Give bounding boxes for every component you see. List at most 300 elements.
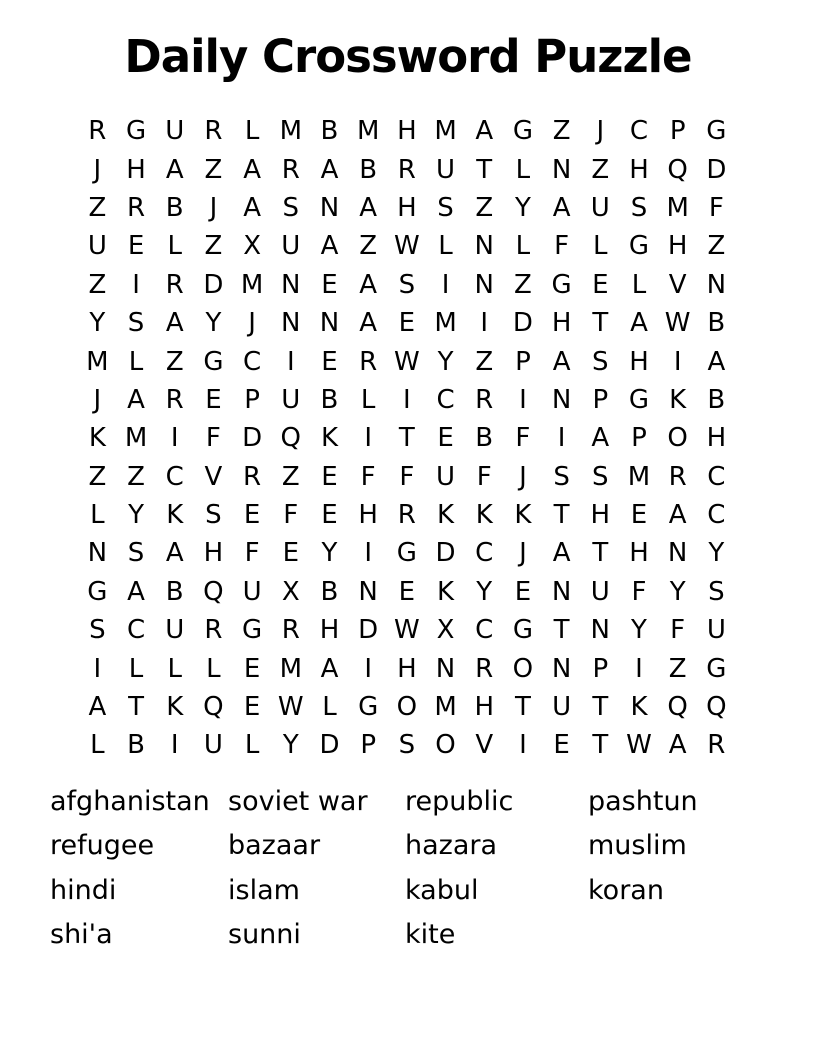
grid-letter-r12-c6: E bbox=[282, 538, 299, 569]
grid-letter-r4-c1: U bbox=[87, 231, 107, 262]
grid-letter-r3-c12: Y bbox=[514, 192, 531, 223]
grid-letter-r16-c2: T bbox=[128, 692, 144, 723]
grid-letter-r5-c6: N bbox=[281, 269, 301, 300]
grid-letter-r8-c10: C bbox=[436, 384, 455, 415]
grid-letter-r7-c9: W bbox=[393, 346, 420, 377]
grid-letter-r14-c6: R bbox=[281, 615, 300, 646]
grid-letter-r15-c12: O bbox=[512, 653, 534, 684]
grid-letter-r16-c1: A bbox=[88, 692, 107, 723]
grid-letter-r12-c2: S bbox=[127, 538, 145, 569]
grid-letter-r13-c10: K bbox=[437, 576, 455, 607]
grid-letter-r3-c10: S bbox=[437, 192, 454, 223]
grid-letter-r4-c10: L bbox=[438, 231, 453, 262]
grid-letter-r6-c12: D bbox=[512, 308, 533, 339]
grid-letter-r14-c7: H bbox=[319, 615, 340, 646]
grid-letter-r3-c5: A bbox=[243, 192, 261, 223]
grid-letter-r7-c17: A bbox=[707, 346, 726, 377]
word-list-item-islam: islam bbox=[228, 874, 300, 906]
grid-letter-r7-c11: Z bbox=[475, 346, 494, 377]
grid-letter-r12-c10: D bbox=[435, 538, 456, 569]
grid-letter-r1-c14: J bbox=[596, 116, 605, 147]
grid-letter-r17-c14: T bbox=[592, 730, 609, 761]
grid-letter-r10-c15: M bbox=[627, 461, 651, 492]
grid-letter-r11-c5: E bbox=[243, 500, 261, 531]
grid-letter-r14-c4: R bbox=[204, 615, 223, 646]
grid-letter-r6-c8: A bbox=[359, 308, 378, 339]
grid-letter-r14-c1: S bbox=[89, 615, 106, 646]
grid-letter-r17-c4: U bbox=[203, 730, 223, 761]
grid-letter-r17-c2: B bbox=[127, 730, 145, 761]
word-list-item-hazara: hazara bbox=[405, 830, 498, 862]
grid-letter-r12-c15: H bbox=[629, 538, 649, 569]
grid-letter-r9-c9: T bbox=[398, 423, 415, 454]
grid-letter-r9-c3: I bbox=[170, 423, 179, 454]
grid-letter-r4-c7: A bbox=[320, 231, 339, 262]
grid-letter-r4-c13: F bbox=[554, 231, 570, 262]
grid-letter-r4-c17: Z bbox=[707, 231, 726, 262]
grid-letter-r13-c8: N bbox=[358, 576, 378, 607]
grid-letter-r2-c3: A bbox=[165, 154, 184, 185]
grid-letter-r11-c13: T bbox=[553, 500, 570, 531]
grid-letter-r6-c15: A bbox=[630, 308, 648, 339]
grid-letter-r13-c7: B bbox=[320, 576, 339, 607]
grid-letter-r13-c16: Y bbox=[669, 576, 686, 607]
grid-letter-r9-c8: I bbox=[364, 423, 372, 454]
grid-letter-r9-c5: D bbox=[242, 423, 263, 454]
grid-letter-r1-c13: Z bbox=[552, 116, 571, 147]
grid-letter-r7-c4: G bbox=[203, 346, 224, 377]
grid-letter-r13-c12: E bbox=[514, 576, 532, 607]
word-list-item-bazaar: bazaar bbox=[228, 830, 321, 862]
grid-letter-r5-c12: Z bbox=[514, 269, 532, 300]
grid-letter-r5-c10: I bbox=[441, 269, 450, 300]
grid-letter-r12-c12: J bbox=[519, 538, 527, 569]
grid-letter-r16-c5: E bbox=[243, 692, 261, 723]
grid-letter-r9-c15: P bbox=[631, 423, 647, 454]
grid-letter-r9-c10: E bbox=[437, 423, 454, 454]
grid-letter-r15-c11: R bbox=[475, 653, 494, 684]
grid-letter-r3-c15: S bbox=[630, 192, 648, 223]
grid-letter-r9-c14: A bbox=[591, 423, 610, 454]
grid-letter-r10-c16: R bbox=[668, 461, 687, 492]
grid-letter-r4-c12: L bbox=[515, 231, 531, 262]
grid-letter-r17-c15: W bbox=[626, 730, 652, 761]
grid-letter-r2-c1: J bbox=[93, 154, 102, 185]
grid-letter-r5-c7: E bbox=[321, 269, 338, 300]
grid-letter-r5-c1: Z bbox=[88, 269, 107, 300]
grid-letter-r9-c2: M bbox=[124, 423, 148, 454]
grid-letter-r1-c6: M bbox=[279, 116, 302, 147]
grid-letter-r12-c3: A bbox=[165, 538, 184, 569]
grid-letter-r12-c9: G bbox=[396, 538, 417, 569]
grid-letter-r11-c16: A bbox=[668, 500, 687, 531]
grid-letter-r11-c17: C bbox=[707, 500, 726, 531]
grid-letter-r16-c9: O bbox=[396, 692, 418, 723]
grid-letter-r9-c6: Q bbox=[280, 423, 302, 454]
grid-letter-r16-c15: K bbox=[630, 692, 648, 723]
grid-letter-r14-c9: W bbox=[393, 615, 420, 646]
grid-letter-r6-c4: Y bbox=[205, 308, 222, 339]
grid-letter-r7-c2: L bbox=[128, 346, 144, 377]
grid-letter-r8-c2: A bbox=[127, 384, 145, 415]
grid-letter-r14-c8: D bbox=[358, 615, 379, 646]
grid-letter-r5-c15: L bbox=[631, 269, 647, 300]
grid-letter-r10-c10: U bbox=[436, 461, 456, 492]
grid-letter-r12-c17: Y bbox=[708, 538, 725, 569]
grid-letter-r2-c8: B bbox=[359, 154, 378, 185]
grid-letter-r16-c6: W bbox=[277, 692, 304, 723]
grid-letter-r11-c8: H bbox=[358, 500, 378, 531]
grid-letter-r4-c11: N bbox=[474, 231, 494, 262]
grid-letter-r6-c11: I bbox=[480, 308, 489, 339]
grid-letter-r9-c17: H bbox=[706, 423, 727, 454]
grid-letter-r16-c4: Q bbox=[203, 692, 224, 723]
grid-letter-r4-c15: G bbox=[628, 231, 650, 262]
grid-letter-r11-c11: K bbox=[475, 500, 493, 531]
grid-letter-r15-c2: L bbox=[128, 653, 144, 684]
grid-letter-r14-c12: G bbox=[512, 615, 533, 646]
grid-letter-r14-c11: C bbox=[475, 615, 494, 646]
grid-letter-r13-c1: G bbox=[87, 576, 108, 607]
grid-letter-r3-c14: U bbox=[590, 192, 610, 223]
grid-letter-r5-c2: I bbox=[132, 269, 140, 300]
grid-letter-r9-c7: K bbox=[320, 423, 338, 454]
grid-letter-r12-c16: N bbox=[667, 538, 688, 569]
grid-letter-r15-c14: P bbox=[592, 653, 609, 684]
grid-letter-r11-c12: K bbox=[514, 500, 532, 531]
grid-letter-r6-c16: W bbox=[664, 308, 691, 339]
grid-letter-r4-c3: L bbox=[167, 231, 182, 262]
grid-letter-r17-c10: O bbox=[435, 730, 456, 761]
grid-letter-r2-c13: N bbox=[551, 154, 572, 185]
grid-letter-r2-c11: T bbox=[476, 154, 493, 185]
word-list-item-kabul: kabul bbox=[405, 874, 479, 906]
grid-letter-r9-c13: I bbox=[557, 423, 566, 454]
grid-letter-r17-c6: Y bbox=[282, 730, 299, 761]
puzzle-title: Daily Crossword Puzzle bbox=[124, 30, 692, 83]
grid-letter-r4-c6: U bbox=[281, 231, 301, 262]
grid-letter-r8-c6: U bbox=[281, 384, 301, 415]
grid-letter-r10-c3: C bbox=[165, 461, 184, 492]
grid-letter-r16-c8: G bbox=[358, 692, 379, 723]
grid-letter-r10-c17: C bbox=[707, 461, 726, 492]
grid-letter-r2-c6: R bbox=[281, 154, 300, 185]
grid-letter-r7-c15: H bbox=[629, 346, 649, 377]
grid-letter-r1-c3: U bbox=[165, 116, 185, 147]
grid-letter-r8-c12: I bbox=[519, 384, 527, 415]
grid-letter-r1-c2: G bbox=[125, 116, 147, 147]
grid-letter-r11-c9: R bbox=[397, 500, 416, 531]
grid-letter-r2-c5: A bbox=[243, 154, 261, 185]
grid-letter-r2-c4: Z bbox=[204, 154, 223, 185]
grid-letter-r14-c2: C bbox=[126, 615, 146, 646]
grid-letter-r17-c12: I bbox=[519, 730, 527, 761]
grid-letter-r1-c7: B bbox=[320, 116, 339, 147]
grid-letter-r8-c9: I bbox=[403, 384, 411, 415]
grid-letter-r6-c14: T bbox=[592, 308, 609, 339]
grid-letter-r16-c12: T bbox=[514, 692, 531, 723]
grid-letter-r1-c15: C bbox=[629, 116, 649, 147]
grid-letter-r2-c10: U bbox=[436, 154, 456, 185]
grid-letter-r10-c2: Z bbox=[127, 461, 145, 492]
grid-letter-r11-c1: L bbox=[90, 500, 105, 531]
grid-letter-r1-c10: M bbox=[434, 116, 457, 147]
grid-letter-r13-c14: U bbox=[590, 576, 610, 607]
grid-letter-r14-c16: F bbox=[670, 615, 686, 646]
grid-letter-r11-c2: Y bbox=[128, 500, 144, 531]
grid-letter-r8-c17: B bbox=[707, 384, 726, 415]
grid-letter-r3-c16: M bbox=[666, 192, 689, 223]
grid-letter-r3-c8: A bbox=[359, 192, 378, 223]
grid-letter-r17-c1: L bbox=[90, 730, 105, 761]
grid-letter-r2-c16: Q bbox=[667, 154, 688, 185]
grid-letter-r3-c3: B bbox=[165, 192, 184, 223]
grid-letter-r1-c12: G bbox=[512, 116, 533, 147]
grid-letter-r11-c14: H bbox=[590, 500, 611, 531]
grid-letter-r14-c3: U bbox=[165, 615, 185, 646]
grid-letter-r11-c6: F bbox=[283, 500, 299, 531]
grid-letter-r7-c7: E bbox=[321, 346, 338, 377]
grid-letter-r17-c7: D bbox=[319, 730, 340, 761]
grid-letter-r15-c17: G bbox=[706, 653, 727, 684]
grid-letter-r7-c12: P bbox=[515, 346, 531, 377]
grid-letter-r6-c1: Y bbox=[89, 308, 106, 339]
grid-letter-r2-c14: Z bbox=[591, 154, 610, 185]
grid-letter-r12-c13: A bbox=[552, 538, 571, 569]
grid-letter-r9-c4: F bbox=[205, 423, 221, 454]
grid-letter-r1-c1: R bbox=[88, 116, 107, 147]
grid-letter-r7-c3: Z bbox=[165, 346, 184, 377]
grid-letter-r9-c1: K bbox=[88, 423, 106, 454]
grid-letter-r11-c15: E bbox=[630, 500, 648, 531]
grid-letter-r5-c14: E bbox=[592, 269, 609, 300]
grid-letter-r8-c11: R bbox=[475, 384, 494, 415]
word-list-item-shia: shi'a bbox=[50, 918, 113, 950]
grid-letter-r13-c4: Q bbox=[203, 576, 224, 607]
grid-letter-r5-c4: D bbox=[203, 269, 224, 300]
word-list-item-afghanistan: afghanistan bbox=[50, 786, 210, 817]
grid-letter-r10-c12: J bbox=[519, 461, 527, 492]
grid-letter-r8-c14: P bbox=[592, 384, 609, 415]
grid-letter-r7-c8: R bbox=[359, 346, 378, 377]
grid-letter-r13-c9: E bbox=[398, 576, 416, 607]
grid-letter-r2-c15: H bbox=[629, 154, 649, 185]
grid-letter-r15-c3: L bbox=[167, 653, 182, 684]
grid-letter-r3-c13: A bbox=[552, 192, 571, 223]
grid-letter-r7-c5: C bbox=[243, 346, 262, 377]
grid-letter-r5-c9: S bbox=[398, 269, 416, 300]
grid-letter-r5-c5: M bbox=[240, 269, 264, 300]
grid-letter-r5-c13: G bbox=[551, 269, 572, 300]
grid-letter-r16-c13: U bbox=[552, 692, 572, 723]
grid-letter-r5-c11: N bbox=[474, 269, 494, 300]
grid-letter-r11-c4: S bbox=[205, 500, 222, 531]
word-list-item-kite: kite bbox=[405, 918, 456, 950]
grid-letter-r6-c5: J bbox=[248, 308, 256, 339]
grid-letter-r16-c14: T bbox=[592, 692, 609, 723]
word-list-item-hindi: hindi bbox=[50, 874, 117, 906]
grid-letter-r8-c4: E bbox=[205, 384, 222, 415]
word-list-item-koran: koran bbox=[588, 874, 664, 906]
grid-letter-r13-c2: A bbox=[127, 576, 145, 607]
grid-letter-r16-c17: Q bbox=[706, 692, 727, 723]
grid-letter-r4-c9: W bbox=[393, 231, 420, 262]
grid-letter-r13-c17: S bbox=[708, 576, 725, 607]
grid-letter-r7-c14: S bbox=[592, 346, 609, 377]
grid-letter-r10-c6: Z bbox=[281, 461, 300, 492]
grid-letter-r4-c14: L bbox=[593, 231, 608, 262]
grid-letter-r4-c2: E bbox=[127, 231, 145, 262]
grid-letter-r17-c17: R bbox=[707, 730, 726, 761]
grid-letter-r14-c17: U bbox=[706, 615, 726, 646]
grid-letter-r5-c17: N bbox=[706, 269, 727, 300]
grid-letter-r7-c10: Y bbox=[437, 346, 454, 377]
grid-letter-r4-c5: X bbox=[243, 231, 261, 262]
word-list-item-refugee: refugee bbox=[50, 830, 155, 862]
grid-letter-r13-c3: B bbox=[165, 576, 184, 607]
grid-letter-r16-c3: K bbox=[166, 692, 184, 723]
grid-letter-r15-c10: N bbox=[435, 653, 456, 684]
grid-letter-r17-c5: L bbox=[244, 730, 260, 761]
grid-letter-r5-c3: R bbox=[165, 269, 184, 300]
grid-letter-r2-c12: L bbox=[515, 154, 531, 185]
grid-letter-r1-c9: H bbox=[397, 116, 417, 147]
grid-letter-r1-c11: A bbox=[475, 116, 494, 147]
word-list-item-sovietwar: soviet war bbox=[228, 786, 368, 817]
grid-letter-r6-c6: N bbox=[281, 308, 301, 339]
grid-letter-r13-c6: X bbox=[281, 576, 300, 607]
grid-letter-r14-c13: T bbox=[553, 615, 570, 646]
grid-letter-r12-c4: H bbox=[203, 538, 224, 569]
grid-letter-r6-c2: S bbox=[127, 308, 145, 339]
grid-letter-r3-c9: H bbox=[397, 192, 417, 223]
grid-letter-r10-c8: F bbox=[360, 461, 376, 492]
grid-letter-r3-c2: R bbox=[126, 192, 146, 223]
grid-letter-r11-c3: K bbox=[166, 500, 184, 531]
grid-letter-r13-c15: F bbox=[631, 576, 647, 607]
grid-letter-r9-c16: O bbox=[667, 423, 688, 454]
grid-letter-r3-c6: S bbox=[282, 192, 300, 223]
grid-letter-r2-c2: H bbox=[126, 154, 146, 185]
grid-letter-r15-c1: I bbox=[93, 653, 102, 684]
grid-letter-r6-c10: M bbox=[434, 308, 457, 339]
grid-letter-r13-c11: Y bbox=[476, 576, 493, 607]
grid-letter-r11-c10: K bbox=[437, 500, 455, 531]
grid-letter-r10-c7: E bbox=[321, 461, 338, 492]
grid-letter-r12-c8: I bbox=[364, 538, 372, 569]
grid-letter-r15-c4: L bbox=[206, 653, 221, 684]
letter-grid bbox=[78, 112, 736, 765]
grid-letter-r14-c15: Y bbox=[631, 615, 647, 646]
word-list-item-sunni: sunni bbox=[228, 918, 301, 950]
grid-letter-r14-c14: N bbox=[590, 615, 610, 646]
grid-letter-r4-c4: Z bbox=[204, 231, 223, 262]
grid-letter-r9-c12: F bbox=[515, 423, 531, 454]
grid-letter-r3-c11: Z bbox=[475, 192, 494, 223]
grid-letter-r15-c7: A bbox=[320, 653, 339, 684]
grid-letter-r16-c11: H bbox=[474, 692, 494, 723]
grid-letter-r14-c10: X bbox=[436, 615, 455, 646]
grid-letter-r16-c16: Q bbox=[667, 692, 688, 723]
grid-letter-r11-c7: E bbox=[321, 500, 338, 531]
grid-letter-r15-c15: I bbox=[635, 653, 643, 684]
grid-letter-r10-c5: R bbox=[243, 461, 262, 492]
grid-letter-r1-c4: R bbox=[204, 116, 223, 147]
grid-letter-r7-c13: A bbox=[552, 346, 571, 377]
grid-letter-r15-c6: M bbox=[279, 653, 302, 684]
grid-letter-r1-c17: G bbox=[706, 116, 727, 147]
grid-letter-r10-c11: F bbox=[476, 461, 492, 492]
grid-letter-r6-c17: B bbox=[707, 308, 726, 339]
grid-letter-r12-c7: Y bbox=[321, 538, 338, 569]
grid-letter-r5-c8: A bbox=[359, 269, 378, 300]
grid-letter-r15-c8: I bbox=[364, 653, 372, 684]
grid-letter-r1-c16: P bbox=[669, 116, 686, 147]
grid-letter-r2-c9: R bbox=[397, 154, 416, 185]
grid-letter-r17-c9: S bbox=[398, 730, 416, 761]
grid-letter-r3-c4: J bbox=[209, 192, 218, 223]
grid-letter-r13-c5: U bbox=[242, 576, 262, 607]
grid-letter-r17-c11: V bbox=[475, 730, 494, 761]
grid-letter-r17-c8: P bbox=[360, 730, 376, 761]
grid-letter-r10-c13: S bbox=[553, 461, 570, 492]
grid-letter-r3-c7: N bbox=[319, 192, 340, 223]
grid-letter-r6-c3: A bbox=[165, 308, 184, 339]
grid-letter-r10-c9: F bbox=[399, 461, 415, 492]
grid-letter-r4-c8: Z bbox=[359, 231, 378, 262]
grid-letter-r10-c4: V bbox=[204, 461, 223, 492]
grid-letter-r12-c5: F bbox=[244, 538, 260, 569]
grid-letter-r16-c7: L bbox=[322, 692, 337, 723]
grid-letter-r7-c1: M bbox=[86, 346, 109, 377]
word-list bbox=[50, 780, 766, 957]
grid-letter-r9-c11: B bbox=[475, 423, 494, 454]
grid-letter-r8-c15: G bbox=[628, 384, 650, 415]
grid-letter-r12-c11: C bbox=[475, 538, 494, 569]
grid-letter-r13-c13: N bbox=[551, 576, 572, 607]
grid-letter-r15-c5: E bbox=[243, 653, 261, 684]
grid-letter-r3-c17: F bbox=[708, 192, 724, 223]
grid-letter-r17-c13: E bbox=[553, 730, 570, 761]
grid-letter-r5-c16: V bbox=[668, 269, 687, 300]
grid-letter-r10-c1: Z bbox=[88, 461, 107, 492]
grid-letter-r8-c5: P bbox=[244, 384, 260, 415]
grid-letter-r17-c16: A bbox=[668, 730, 687, 761]
grid-letter-r16-c10: M bbox=[434, 692, 457, 723]
word-list-item-republic: republic bbox=[405, 786, 514, 817]
grid-letter-r8-c8: L bbox=[360, 384, 376, 415]
grid-letter-r8-c7: B bbox=[320, 384, 339, 415]
grid-letter-r12-c1: N bbox=[87, 538, 108, 569]
grid-letter-r12-c14: T bbox=[592, 538, 609, 569]
grid-letter-r15-c16: Z bbox=[668, 653, 687, 684]
grid-letter-r17-c3: I bbox=[170, 730, 179, 761]
grid-letter-r4-c16: H bbox=[667, 231, 688, 262]
grid-letter-r14-c5: G bbox=[242, 615, 263, 646]
grid-letter-r8-c1: J bbox=[93, 384, 102, 415]
grid-letter-r2-c7: A bbox=[320, 154, 339, 185]
grid-letter-r15-c13: N bbox=[551, 653, 572, 684]
grid-letter-r6-c7: N bbox=[319, 308, 340, 339]
grid-letter-r2-c17: D bbox=[706, 154, 727, 185]
grid-letter-r6-c9: E bbox=[398, 308, 416, 339]
word-list-item-pashtun: pashtun bbox=[588, 786, 698, 817]
word-list-item-muslim: muslim bbox=[588, 830, 687, 862]
grid-letter-r10-c14: S bbox=[592, 461, 609, 492]
grid-letter-r8-c13: N bbox=[551, 384, 572, 415]
grid-letter-r8-c16: K bbox=[669, 384, 687, 415]
grid-letter-r7-c6: I bbox=[286, 346, 295, 377]
